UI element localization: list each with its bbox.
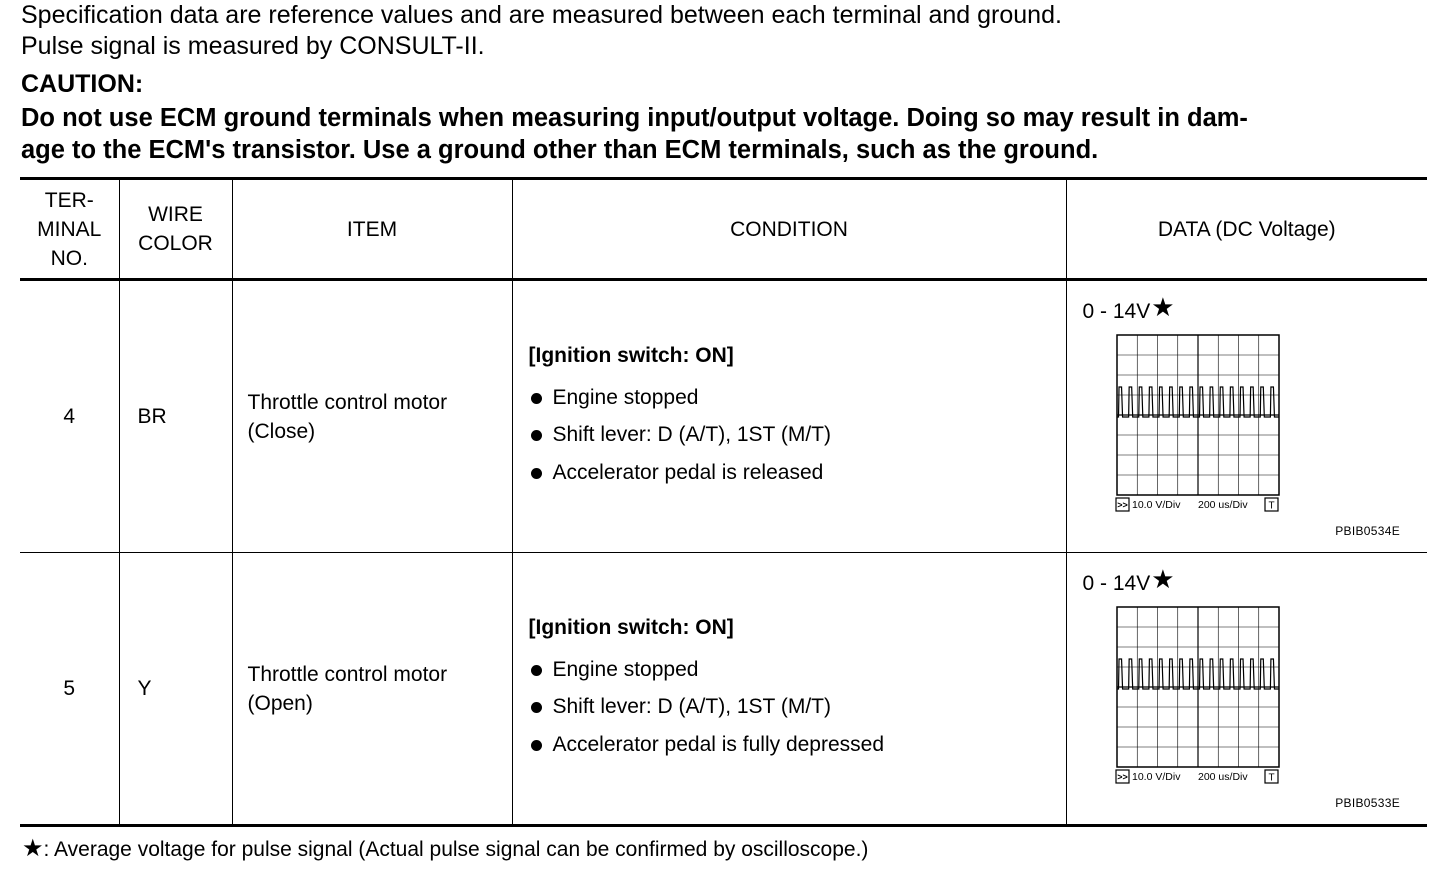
star-icon: ★ xyxy=(22,835,44,862)
forward-icon-glyph: >> xyxy=(1116,500,1128,510)
figure-code: PBIB0534E xyxy=(1335,524,1400,538)
volt-div-label: 10.0 V/Div xyxy=(1131,499,1180,511)
bullet-icon xyxy=(531,468,542,479)
condition-text: Accelerator pedal is fully depressed xyxy=(552,732,885,756)
data-cell xyxy=(1066,280,1427,553)
time-div-label: 200 us/Div xyxy=(1197,499,1248,511)
header-terminal xyxy=(20,179,119,280)
caution-line-2: age to the ECM's transistor. Use a ground other than ECM terminals, such as the ground. xyxy=(21,136,1099,164)
condition-text: Shift lever: D (A/T), 1ST (M/T) xyxy=(552,695,831,719)
condition-list xyxy=(529,379,1066,492)
voltage-label xyxy=(1083,566,1175,597)
list-item xyxy=(529,454,1066,492)
bullet-icon xyxy=(531,665,542,676)
caution-text xyxy=(21,102,1431,166)
list-item xyxy=(529,726,1066,764)
table-row xyxy=(20,553,1427,826)
caution-heading: CAUTION: xyxy=(21,70,144,98)
condition-title: [Ignition switch: ON] xyxy=(528,615,734,639)
header-wire xyxy=(119,179,232,280)
voltage-value: 0 - 14V xyxy=(1082,572,1151,595)
volt-div-label: 10.0 V/Div xyxy=(1131,771,1180,783)
condition-text: Engine stopped xyxy=(552,385,699,409)
item-cell xyxy=(232,553,512,826)
star-icon: ★ xyxy=(1151,564,1175,594)
voltage-value: 0 - 14V xyxy=(1082,300,1151,323)
spec-table xyxy=(20,177,1427,827)
forward-icon-glyph: >> xyxy=(1116,772,1128,782)
item-cell xyxy=(232,280,512,553)
condition-cell xyxy=(512,553,1066,826)
header-terminal-l1: TER- xyxy=(44,188,94,212)
bullet-icon xyxy=(531,702,542,713)
bullet-icon xyxy=(531,430,542,441)
condition-text: Shift lever: D (A/T), 1ST (M/T) xyxy=(552,423,831,447)
item-line-1: Throttle control motor xyxy=(247,390,448,414)
header-item: ITEM xyxy=(232,179,512,280)
figure-code: PBIB0533E xyxy=(1335,796,1400,810)
condition-text: Accelerator pedal is released xyxy=(552,460,824,484)
voltage-label xyxy=(1083,294,1175,325)
terminal-cell: 4 xyxy=(63,404,76,428)
item-line-2: (Close) xyxy=(247,419,316,443)
oscilloscope-waveform xyxy=(1115,605,1281,787)
list-item xyxy=(529,651,1066,689)
bullet-icon xyxy=(531,740,542,751)
trigger-icon-glyph: T xyxy=(1267,500,1275,512)
header-condition: CONDITION xyxy=(512,179,1066,280)
condition-cell xyxy=(512,280,1066,553)
condition-text: Engine stopped xyxy=(552,657,699,681)
terminal-cell: 5 xyxy=(63,676,76,700)
list-item xyxy=(529,379,1066,417)
oscilloscope-waveform xyxy=(1115,333,1281,515)
header-wire-l1: WIRE xyxy=(148,203,203,226)
header-wire-l2: COLOR xyxy=(138,232,213,255)
intro-line-2: Pulse signal is measured by CONSULT-II. xyxy=(21,32,485,60)
list-item xyxy=(529,416,1066,454)
header-terminal-l3: NO. xyxy=(50,246,88,270)
caution-line-1: Do not use ECM ground terminals when measuring input/output voltage. Doing so may result in dam- xyxy=(21,104,1248,132)
trigger-icon-glyph: T xyxy=(1267,772,1275,784)
time-div-label: 200 us/Div xyxy=(1197,771,1248,783)
bullet-icon xyxy=(531,393,542,404)
header-row xyxy=(20,179,1427,280)
item-line-2: (Open) xyxy=(247,691,313,715)
wire-color-cell: BR xyxy=(119,280,232,553)
condition-title: [Ignition switch: ON] xyxy=(528,343,734,367)
condition-list xyxy=(529,651,1066,764)
table-row xyxy=(20,280,1427,553)
header-terminal-l2: MINAL xyxy=(37,217,102,241)
item-line-1: Throttle control motor xyxy=(247,662,448,686)
data-cell xyxy=(1066,553,1427,826)
list-item xyxy=(529,688,1066,726)
wire-color-cell: Y xyxy=(119,553,232,826)
star-icon: ★ xyxy=(1151,292,1175,322)
footnote xyxy=(22,834,868,863)
intro-line-1: Specification data are reference values and are measured between each terminal and ground. xyxy=(21,1,1062,29)
header-data: DATA (DC Voltage) xyxy=(1066,179,1427,280)
footnote-text: : Average voltage for pulse signal (Actual pulse signal can be confirmed by oscilloscope.) xyxy=(43,838,869,861)
